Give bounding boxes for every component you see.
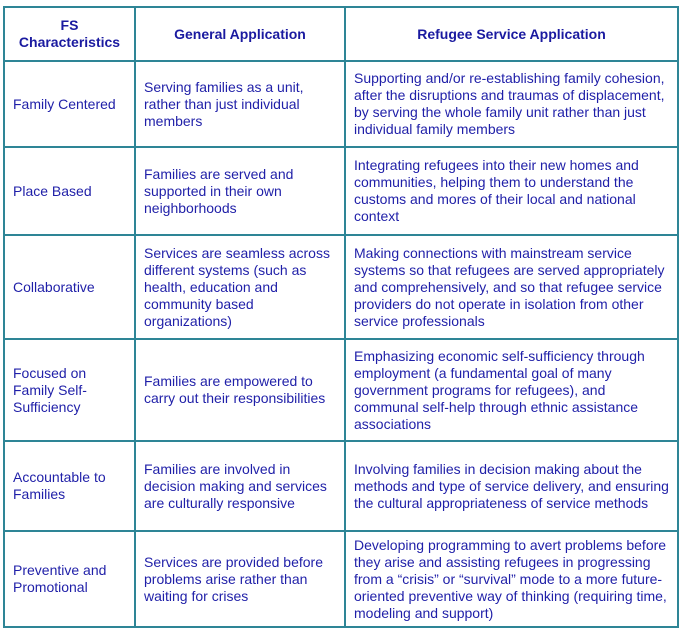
table-row [4,235,678,339]
table-row [4,441,678,531]
refugee-application-cell: Supporting and/or re-establishing family cohesion, after the disruptions and traumas of displacement, by serving the whole family unit rather than just individual family members [345,61,678,147]
characteristic-cell: Family Centered [4,61,135,147]
general-application-cell: Families are empowered to carry out their responsibilities [135,339,345,441]
characteristic-cell: Preventive and Promotional [4,531,135,627]
refugee-application-cell: Emphasizing economic self-sufficiency through employment (a fundamental goal of many government programs for refugees), and communal self-help through ethnic assistance associations [345,339,678,441]
header-fs-characteristics: FS Characteristics [4,7,135,61]
general-application-cell: Families are involved in decision making and services are culturally responsive [135,441,345,531]
refugee-application-cell: Making connections with mainstream service systems so that refugees are served appropriately and comprehensively, and so that refugee service providers do not operate in isolation from other service professionals [345,235,678,339]
fs-characteristics-table [3,6,679,628]
characteristic-cell: Place Based [4,147,135,235]
characteristic-cell: Accountable to Families [4,441,135,531]
refugee-application-cell: Developing programming to avert problems before they arise and assisting refugees in progressing from a “crisis” or “survival” mode to a more future-oriented preventive way of thinking (requiring time, modeling and support) [345,531,678,627]
header-refugee-service-application: Refugee Service Application [345,7,678,61]
refugee-application-cell: Integrating refugees into their new homes and communities, helping them to understand the customs and mores of their local and national context [345,147,678,235]
header-general-application: General Application [135,7,345,61]
characteristic-cell: Focused on Family Self-Sufficiency [4,339,135,441]
table-row [4,531,678,627]
general-application-cell: Services are provided before problems arise rather than waiting for crises [135,531,345,627]
table-row [4,147,678,235]
general-application-cell: Services are seamless across different systems (such as health, education and community based organizations) [135,235,345,339]
general-application-cell: Families are served and supported in their own neighborhoods [135,147,345,235]
general-application-cell: Serving families as a unit, rather than just individual members [135,61,345,147]
table-row [4,339,678,441]
table-row [4,61,678,147]
refugee-application-cell: Involving families in decision making about the methods and type of service delivery, and ensuring the cultural appropriateness of service methods [345,441,678,531]
table-header-row [4,7,678,61]
characteristic-cell: Collaborative [4,235,135,339]
